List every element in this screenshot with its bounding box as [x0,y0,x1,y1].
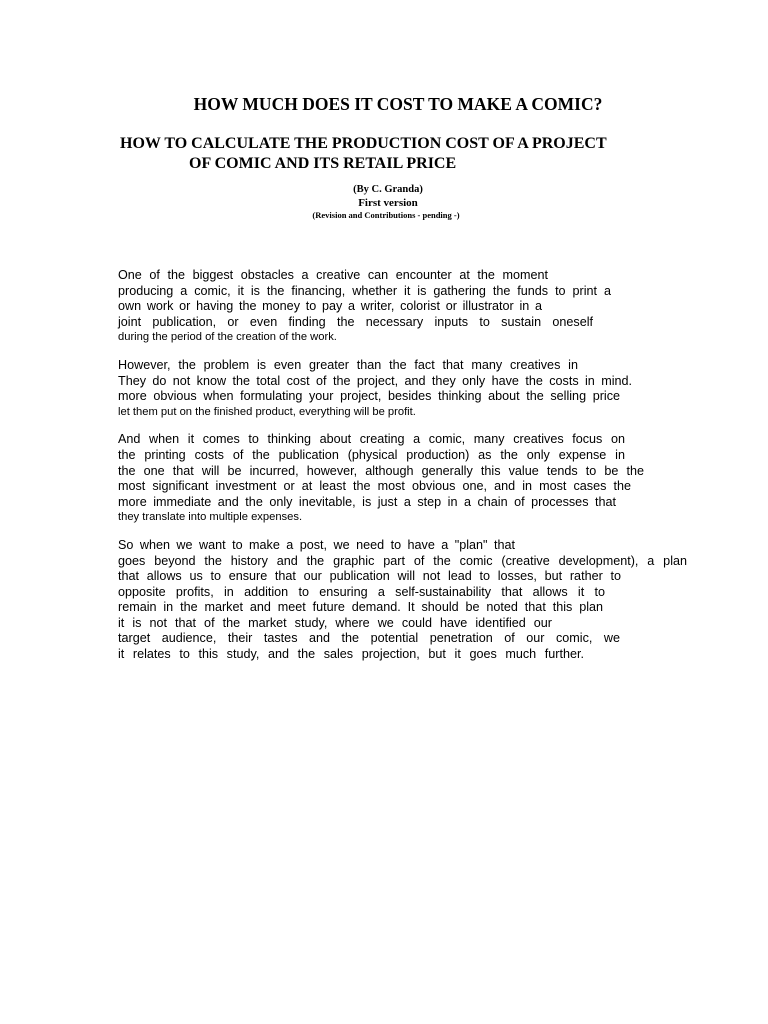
text-line: joint publication, or even finding the necessary inputs to sustain oneself [118,314,593,329]
text-line: So when we want to make a post, we need to have a "plan" that [118,537,515,552]
paragraph [118,358,698,420]
text-line: during the period of the creation of the work. [118,331,337,344]
text-line: it relates to this study, and the sales projection, but it goes much further. [118,647,584,662]
text-line: And when it comes to thinking about creating a comic, many creatives focus on [118,432,625,447]
document-body [118,268,698,675]
text-line: goes beyond the history and the graphic part of the comic (creative development), a plan [118,553,687,568]
text-line: own work or having the money to pay a writer, colorist or illustrator in a [118,299,542,314]
paragraph [118,268,698,346]
subtitle-line-1: HOW TO CALCULATE THE PRODUCTION COST OF A PROJECT [120,135,607,152]
text-line: that allows us to ensure that our publication will not lead to losses, but rather to [118,569,621,584]
text-line: they translate into multiple expenses. [118,511,303,524]
text-line: the printing costs of the publication (physical production) as the only expense in [118,447,625,462]
text-line: more immediate and the only inevitable, is just a step in a chain of processes that [118,494,616,509]
text-line: However, the problem is even greater than the fact that many creatives in [118,357,578,372]
subtitle-line-2: OF COMIC AND ITS RETAIL PRICE [189,155,457,172]
text-line: let them put on the finished product, everything will be profit. [118,405,416,418]
text-line: it is not that of the market study, where we could have identified our [118,615,552,630]
text-line: opposite profits, in addition to ensuring a self-sustainability that allows it to [118,584,605,599]
text-line: They do not know the total cost of the project, and they only have the costs in mind. [118,373,632,388]
revision-note: (Revision and Contributions - pending -) [312,210,460,220]
document-title: HOW MUCH DOES IT COST TO MAKE A COMIC? [193,94,603,114]
text-line: remain in the market and meet future demand. It should be noted that this plan [118,600,603,615]
text-line: target audience, their tastes and the potential penetration of our comic, we [118,631,620,646]
text-line: producing a comic, it is the financing, whether it is gathering the funds to print a [118,283,611,298]
version-label: First version [358,197,418,209]
paragraph [118,432,698,526]
text-line: the one that will be incurred, however, although generally this value tends to be the [118,463,644,478]
text-line: One of the biggest obstacles a creative can encounter at the moment [118,268,548,282]
text-line: most significant investment or at least the most obvious one, and in most cases the [118,479,631,494]
text-line: more obvious when formulating your project, besides thinking about the selling price [118,389,620,404]
author-credit: (By C. Granda) [353,184,423,195]
paragraph [118,538,698,663]
